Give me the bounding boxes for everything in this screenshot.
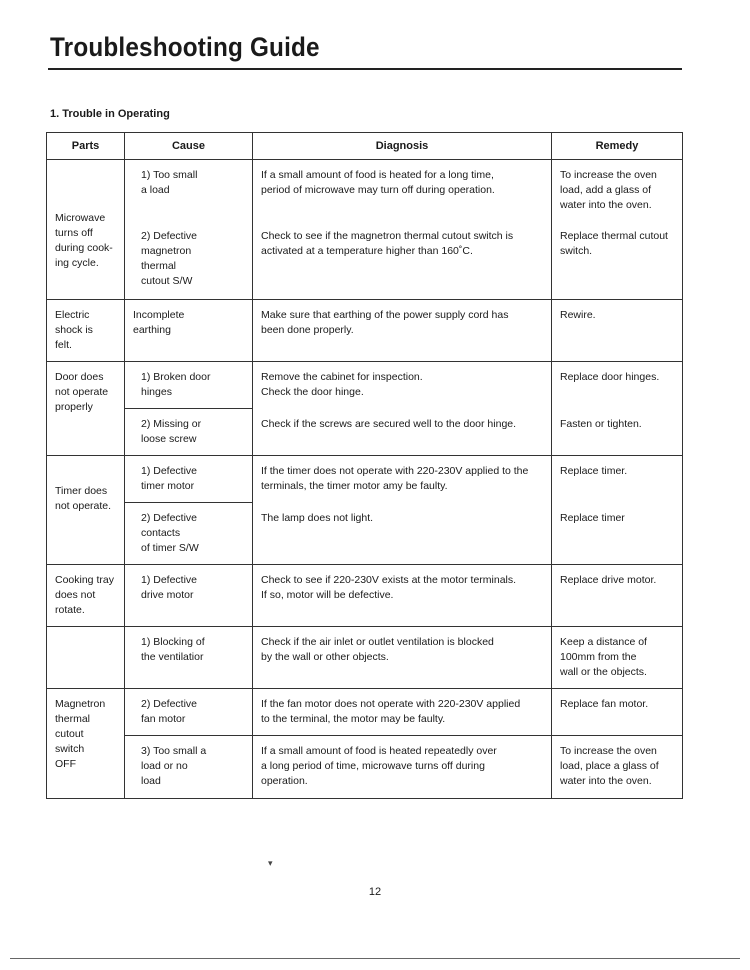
part-cell: Electric shock is felt. bbox=[55, 309, 93, 351]
header-cause: Cause bbox=[125, 133, 253, 160]
table-row bbox=[47, 300, 683, 362]
table-row bbox=[47, 456, 683, 503]
remedy-cell: To increase the oven load, place a glass of water into the oven. bbox=[560, 745, 659, 787]
remedy-cell: Replace fan motor. bbox=[560, 698, 649, 710]
page-number: 12 bbox=[368, 886, 382, 898]
remedy-cell: Replace thermal cutout switch. bbox=[560, 230, 668, 257]
diagnosis-cell: Make sure that earthing of the power supply cord has been done properly. bbox=[261, 309, 509, 336]
table-row bbox=[47, 362, 683, 409]
remedy-cell: Fasten or tighten. bbox=[560, 417, 642, 430]
cause-cell: 1) Defective timer motor bbox=[141, 465, 198, 492]
table-row bbox=[47, 503, 683, 565]
remedy-cell: Rewire. bbox=[560, 309, 596, 321]
remedy-cell: To increase the oven load, add a glass of water into the oven. bbox=[560, 169, 657, 211]
header-diagnosis: Diagnosis bbox=[253, 133, 552, 160]
header-remedy: Remedy bbox=[552, 133, 683, 160]
part-cell: Timer does not operate. bbox=[55, 485, 112, 512]
table-row bbox=[47, 160, 683, 222]
scan-speck: ▾ bbox=[268, 858, 273, 868]
remedy-cell: Keep a distance of 100mm from the wall or the objects. bbox=[560, 636, 647, 678]
diagnosis-cell: Check to see if 220-230V exists at the motor terminals. If so, motor will be defective. bbox=[261, 574, 517, 601]
table-row bbox=[47, 736, 683, 799]
cause-cell: 1) Too small a load bbox=[141, 169, 198, 196]
section-heading: 1. Trouble in Operating bbox=[50, 108, 170, 120]
title-divider bbox=[48, 68, 682, 70]
page-title: Troubleshooting Guide bbox=[50, 32, 320, 62]
table-row bbox=[47, 565, 683, 627]
part-cell: Cooking tray does not rotate. bbox=[55, 574, 114, 616]
diagnosis-cell: Check to see if the magnetron thermal cutout switch is activated at a temperature higher than 160˚C. bbox=[261, 230, 514, 257]
cause-cell: Incomplete earthing bbox=[133, 309, 185, 336]
diagnosis-cell: If the fan motor does not operate with 220-230V applied to the terminal, the motor may be faulty. bbox=[261, 698, 521, 725]
cause-cell: 2) Defective fan motor bbox=[141, 698, 198, 725]
table-row bbox=[47, 409, 683, 456]
diagnosis-cell: If a small amount of food is heated for a long time, period of microwave may turn off during operation. bbox=[261, 169, 495, 196]
diagnosis-cell: If a small amount of food is heated repeatedly over a long period of time, microwave turns off during operation. bbox=[261, 745, 497, 787]
table-header-row bbox=[47, 133, 683, 160]
part-cell: Door does not operate properly bbox=[55, 371, 109, 413]
cause-cell: 2) Missing or loose screw bbox=[141, 418, 202, 445]
bottom-divider bbox=[10, 958, 740, 959]
part-cell: Magnetron thermal cutout switch OFF bbox=[55, 698, 106, 770]
troubleshooting-table bbox=[46, 132, 683, 799]
remedy-cell: Replace timer. bbox=[560, 465, 628, 477]
diagnosis-cell: Remove the cabinet for inspection. Check the door hinge. bbox=[261, 371, 423, 398]
diagnosis-cell: Check if the screws are secured well to the door hinge. bbox=[261, 417, 517, 430]
remedy-cell: Replace drive motor. bbox=[560, 574, 657, 586]
cause-cell: 1) Broken door hinges bbox=[141, 371, 211, 398]
table-row bbox=[47, 689, 683, 736]
diagnosis-cell: If the timer does not operate with 220-230V applied to the terminals, the timer motor amy be faulty. bbox=[261, 465, 529, 492]
remedy-cell: Replace door hinges. bbox=[560, 371, 660, 383]
table-row bbox=[47, 627, 683, 689]
diagnosis-cell: The lamp does not light. bbox=[261, 511, 374, 524]
cause-cell: 2) Defective contacts of timer S/W bbox=[141, 512, 199, 554]
cause-cell: 3) Too small a load or no load bbox=[141, 745, 207, 787]
header-parts: Parts bbox=[47, 133, 125, 160]
cause-cell: 2) Defective magnetron thermal cutout S/W bbox=[141, 230, 198, 287]
diagnosis-cell: Check if the air inlet or outlet ventilation is blocked by the wall or other objects. bbox=[261, 636, 494, 663]
cause-cell: 1) Defective drive motor bbox=[141, 574, 198, 601]
table-row bbox=[47, 221, 683, 300]
remedy-cell: Replace timer bbox=[560, 511, 625, 524]
part-cell: Microwave turns off during cook- ing cycle. bbox=[55, 211, 113, 269]
cause-cell: 1) Blocking of the ventilatior bbox=[141, 636, 205, 663]
